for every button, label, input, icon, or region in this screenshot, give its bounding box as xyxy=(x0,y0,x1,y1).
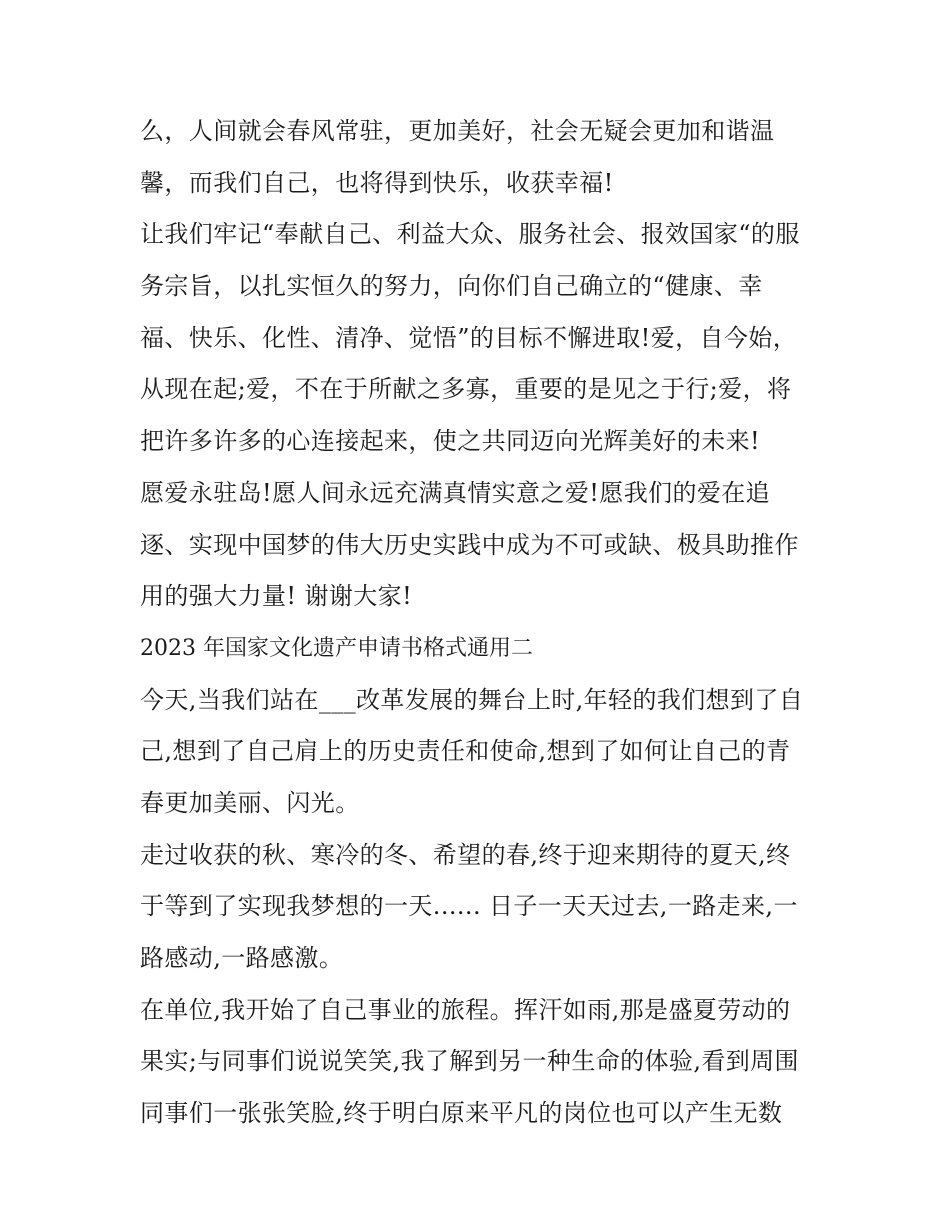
text-line: 己,想到了自己肩上的历史责任和使命,想到了如何让自己的青 xyxy=(140,737,791,766)
text-line: 路感动,一路感激。 xyxy=(140,944,344,972)
text-line: 在单位,我开始了自己事业的旅程。挥汗如雨,那是盛夏劳动的 xyxy=(140,995,791,1024)
text-line: 今天,当我们站在___改革发展的舞台上时,年轻的我们想到了自 xyxy=(140,685,804,714)
text-line: 于等到了实现我梦想的一天...... 日子一天天过去,一路走来,一 xyxy=(140,892,798,921)
section-heading: 2023 年国家文化遗产申请书格式通用二 xyxy=(140,635,533,661)
document-body xyxy=(140,106,820,1140)
text-line: 果实;与同事们说说笑笑,我了解到另一种生命的体验,看到周围 xyxy=(140,1047,799,1076)
text-line: 务宗旨，以扎实恒久的努力，向你们自己确立的“健康、幸 xyxy=(140,272,763,301)
text-line: 福、快乐、化性、清净、觉悟”的目标不懈进取!爱，自今始， xyxy=(140,323,798,352)
text-line: 馨，而我们自己，也将得到快乐，收获幸福! xyxy=(140,168,614,197)
text-line: 从现在起;爱，不在于所献之多寡，重要的是见之于行;爱，将 xyxy=(140,375,792,404)
text-line: 同事们一张张笑脸,终于明白原来平凡的岗位也可以产生无数 xyxy=(140,1099,783,1128)
text-line: 么，人间就会春风常驻，更加美好，社会无疑会更加和谐温 xyxy=(140,117,775,145)
text-line: 把许多许多的心连接起来，使之共同迈向光辉美好的未来! xyxy=(140,427,761,456)
text-line: 春更加美丽、闪光。 xyxy=(140,788,360,817)
text-line: 让我们牢记“奉献自己、利益大众、服务社会、报效国家“的服 xyxy=(140,220,800,249)
text-line: 逐、实现中国梦的伟大历史实践中成为不可或缺、极具助推作 xyxy=(140,530,799,559)
text-line: 走过收获的秋、寒冷的冬、希望的春,终于迎来期待的夏天,终 xyxy=(140,840,791,869)
text-line: 用的强大力量! 谢谢大家! xyxy=(140,582,413,611)
text-line: 愿爱永驻岛!愿人间永远充满真情实意之爱!愿我们的爱在追 xyxy=(140,478,771,507)
